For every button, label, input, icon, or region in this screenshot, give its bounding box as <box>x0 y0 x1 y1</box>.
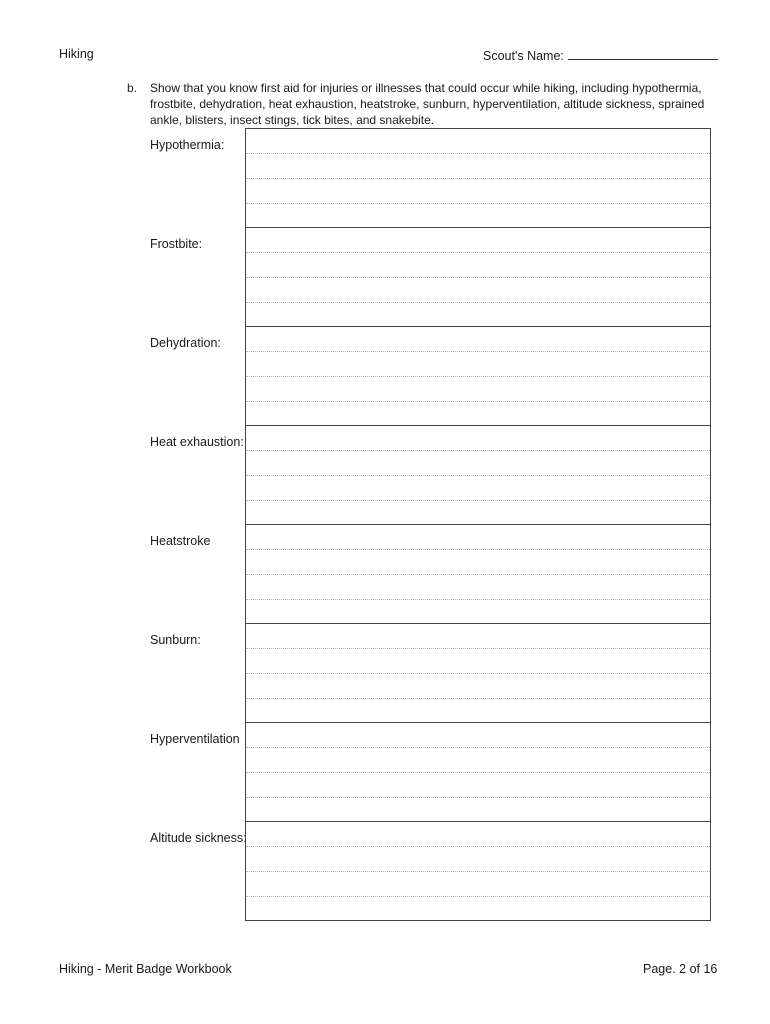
entry-frostbite <box>150 227 711 326</box>
answer-rule <box>246 846 710 847</box>
answer-rule <box>246 698 710 699</box>
entry-hypothermia <box>150 128 711 227</box>
answer-box-frostbite[interactable] <box>245 227 711 326</box>
entry-label: Frostbite: <box>150 237 203 251</box>
entry-label: Heat exhaustion: <box>150 435 244 449</box>
entry-label: Dehydration: <box>150 336 221 350</box>
answer-box-heat-exhaustion[interactable] <box>245 425 711 524</box>
answer-rule <box>246 351 710 352</box>
answer-box-sunburn[interactable] <box>245 623 711 722</box>
answer-box-hyperventilation[interactable] <box>245 722 711 821</box>
answer-box-hypothermia[interactable] <box>245 128 711 227</box>
answer-rule <box>246 277 710 278</box>
question-text: Show that you know first aid for injuries or illnesses that could occur while hiking, including hypothermia, frostbite, dehydration, heat exhaustion, heatstroke, sunburn, hyperventilation, altitude sickness, sprained ankle, blisters, insect stings, tick bites, and snakebite. <box>150 81 705 127</box>
answer-rule <box>246 747 710 748</box>
answer-rule <box>246 475 710 476</box>
answer-rule <box>246 401 710 402</box>
footer-page-number: Page. 2 of 16 <box>643 962 718 976</box>
footer-workbook-title: Hiking - Merit Badge Workbook <box>59 962 232 976</box>
answer-rule <box>246 599 710 600</box>
answer-rule <box>246 252 710 253</box>
header-title: Hiking <box>59 47 94 61</box>
entry-heat-exhaustion <box>150 425 711 524</box>
answer-rule <box>246 203 710 204</box>
entry-sunburn <box>150 623 711 722</box>
answer-rule <box>246 871 710 872</box>
entry-altitude-sickness <box>150 821 711 920</box>
answer-rule <box>246 574 710 575</box>
entry-label: Heatstroke <box>150 534 211 548</box>
answer-rule <box>246 450 710 451</box>
answer-box-heatstroke[interactable] <box>245 524 711 623</box>
answer-rule <box>246 549 710 550</box>
scout-name-label: Scout's Name: <box>483 49 564 63</box>
answer-rule <box>246 376 710 377</box>
question-marker: b. <box>127 81 138 95</box>
answer-rule <box>246 178 710 179</box>
entry-hyperventilation <box>150 722 711 821</box>
answer-rule <box>246 500 710 501</box>
answer-rule <box>246 153 710 154</box>
answer-rule <box>246 648 710 649</box>
answer-box-altitude-sickness[interactable] <box>245 821 711 921</box>
answer-rule <box>246 302 710 303</box>
entry-heatstroke <box>150 524 711 623</box>
answer-table <box>150 128 711 920</box>
entry-label: Sunburn: <box>150 633 201 647</box>
entry-label: Altitude sickness: <box>150 831 247 845</box>
entry-dehydration <box>150 326 711 425</box>
question-b <box>127 80 727 128</box>
answer-rule <box>246 797 710 798</box>
entry-label: Hyperventilation <box>150 732 240 746</box>
answer-box-dehydration[interactable] <box>245 326 711 425</box>
scout-name-field <box>483 47 718 63</box>
entry-label: Hypothermia: <box>150 138 225 152</box>
scout-name-input-line[interactable] <box>568 47 718 60</box>
answer-rule <box>246 896 710 897</box>
answer-rule <box>246 673 710 674</box>
answer-rule <box>246 772 710 773</box>
